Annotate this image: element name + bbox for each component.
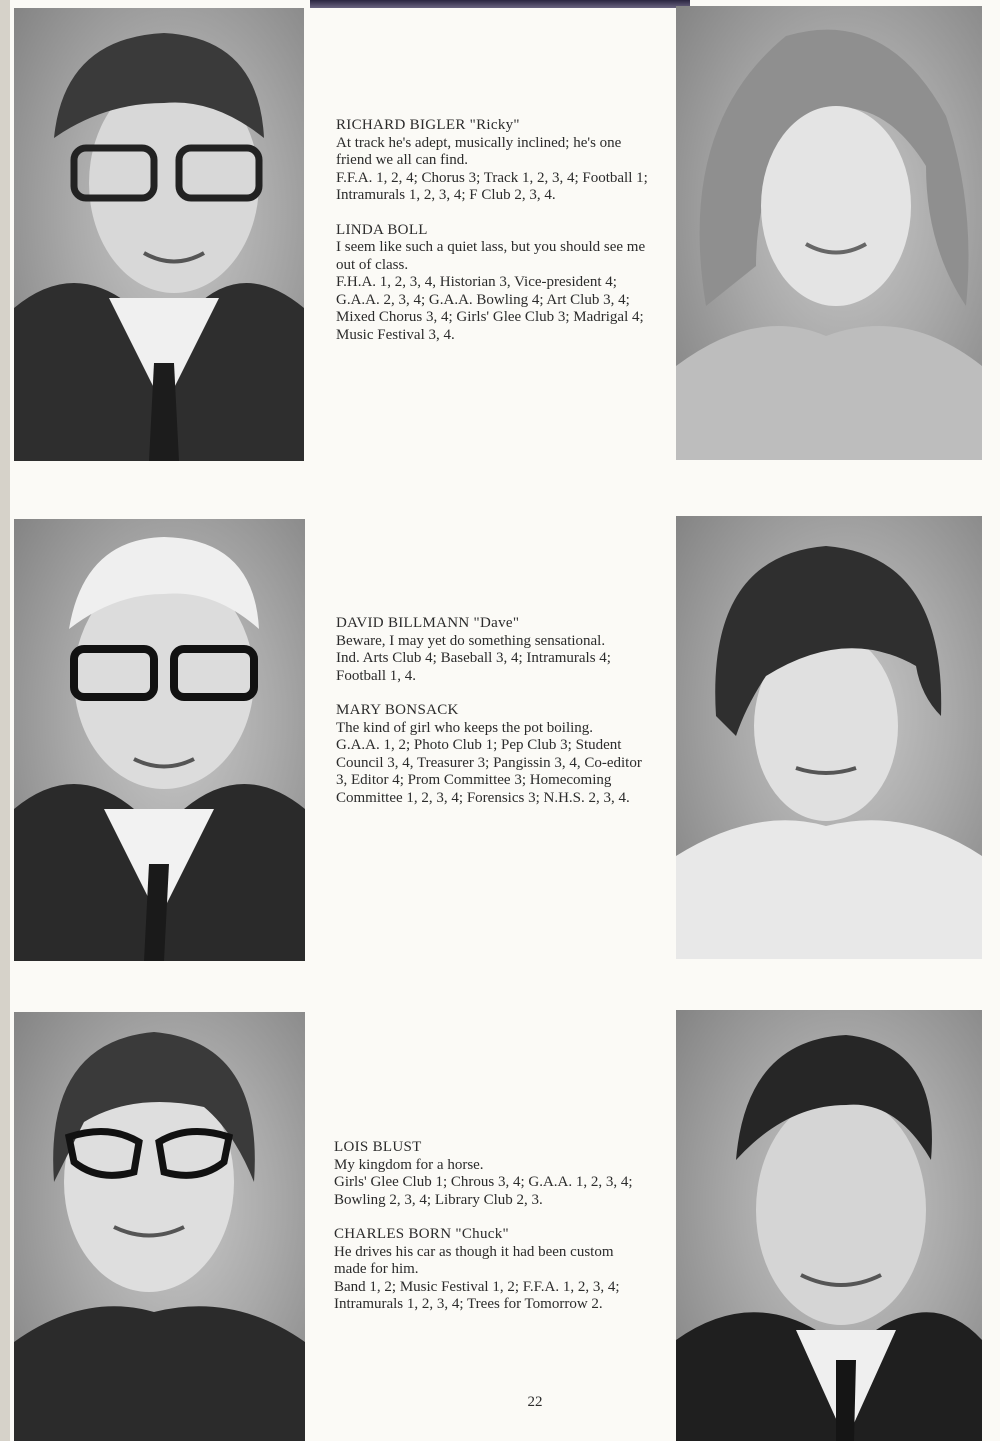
portrait-photo-lois-blust <box>14 1012 305 1441</box>
binding-edge <box>310 0 690 8</box>
student-activities: F.H.A. 1, 2, 3, 4, Historian 3, Vice-president 4; G.A.A. 2, 3, 4; G.A.A. Bowling 4; Art Club 3, 4; Mixed Chorus 3, 4; Girls' Glee Club 3; Madrigal 4; Music Festival 3, 4. <box>336 274 644 343</box>
portrait-photo-charles-born <box>676 1010 982 1441</box>
portrait-photo-linda-boll <box>676 6 982 460</box>
student-name: MARY BONSACK <box>336 702 459 718</box>
student-name: LOIS BLUST <box>334 1139 422 1155</box>
student-quote: The kind of girl who keeps the pot boiling. <box>336 719 594 736</box>
portrait-photo-mary-bonsack <box>676 516 982 959</box>
student-activities: F.F.A. 1, 2, 4; Chorus 3; Track 1, 2, 3, 4; Football 1; Intramurals 1, 2, 3, 4; F Club 2, 3, 4. <box>336 169 648 203</box>
student-activities: Band 1, 2; Music Festival 1, 2; F.F.A. 1, 2, 3, 4; Intramurals 1, 2, 3, 4; Trees for Tomorrow 2. <box>334 1278 620 1312</box>
student-entry-richard-bigler <box>336 117 648 344</box>
student-quote: At track he's adept, musically inclined; he's one friend we all can find. <box>336 134 622 168</box>
student-quote: He drives his car as though it had been custom made for him. <box>334 1243 614 1277</box>
student-quote: Beware, I may yet do something sensational. <box>336 632 606 649</box>
portrait-photo-richard-bigler <box>14 8 304 461</box>
student-activities: Ind. Arts Club 4; Baseball 3, 4; Intramurals 4; Football 1, 4. <box>336 650 611 684</box>
student-entry-lois-blust <box>334 1139 648 1314</box>
student-quote: My kingdom for a horse. <box>334 1156 484 1173</box>
student-activities: Girls' Glee Club 1; Chrous 3, 4; G.A.A. 1, 2, 3, 4; Bowling 2, 3, 4; Library Club 2, 3. <box>334 1174 633 1208</box>
student-quote: I seem like such a quiet lass, but you should see me out of class. <box>336 239 646 273</box>
yearbook-page <box>10 0 1000 1441</box>
page-number: 22 <box>527 1394 543 1410</box>
student-name: DAVID BILLMANN "Dave" <box>336 615 520 631</box>
student-name: CHARLES BORN "Chuck" <box>334 1226 509 1242</box>
portrait-photo-david-billmann <box>14 519 305 961</box>
student-name: RICHARD BIGLER "Ricky" <box>336 117 520 133</box>
student-entry-david-billmann <box>336 615 648 807</box>
student-name: LINDA BOLL <box>336 221 428 238</box>
student-activities: G.A.A. 1, 2; Photo Club 1; Pep Club 3; Student Council 3, 4, Treasurer 3; Pangissin 3, 4, Co-editor 3, Editor 4; Prom Committee 3; Homecoming Committee 1, 2, 3, 4; Forensics 3; N.H.S. 2, 3, 4. <box>336 737 642 806</box>
